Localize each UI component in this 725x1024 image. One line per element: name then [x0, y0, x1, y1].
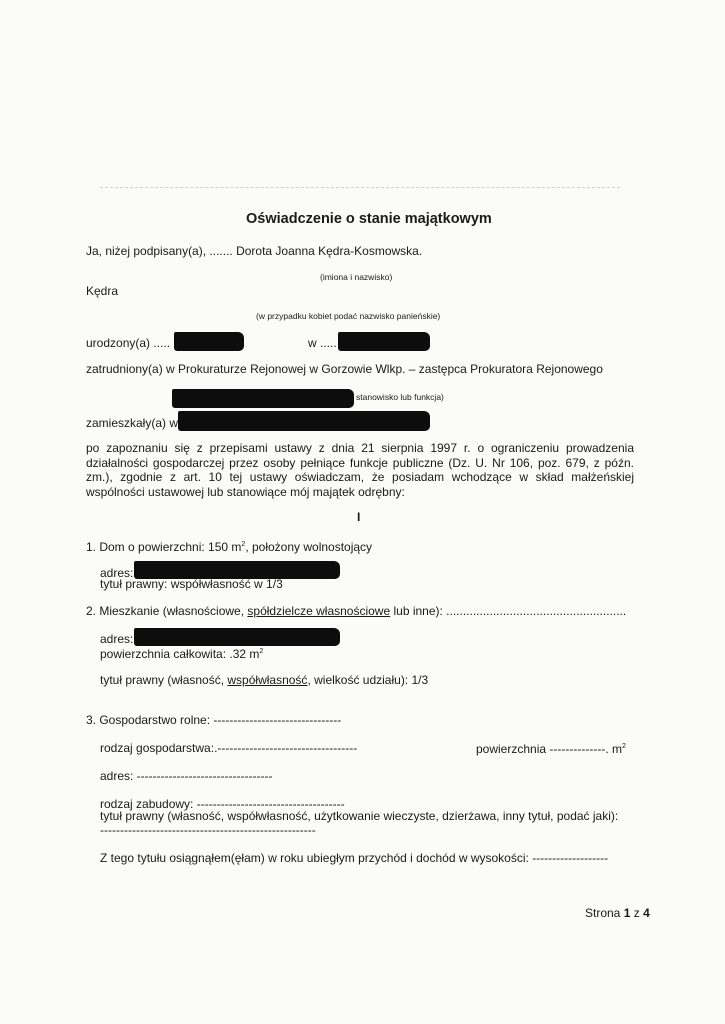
item3-address: adres: ----------------------------------: [100, 769, 273, 783]
item1-heading: 1. Dom o powierzchni: 150 $m^2$, położony wolnostojący: [86, 540, 373, 554]
page-number: Strona 1 z 4: [585, 906, 650, 920]
redaction-item2-address: [134, 628, 340, 646]
redaction-birth-place: [338, 332, 430, 351]
names-caption: (imiona i nazwisko): [320, 272, 393, 282]
item3-buildings: rodzaj zabudowy: -------------------------------------: [100, 797, 345, 811]
scan-artifact-line: [100, 187, 620, 188]
intro-paragraph: po zapoznaniu się z przepisami ustawy z dnia 21 sierpnia 1997 r. o ograniczeniu prowadzenia działalności gospodarczej przez osoby pełniące funkcje publiczne (Dz. U. Nr 106, poz. 679, z późn. zm.), zgodnie z art. 10 tej ustawy oświadczam, że posiadam wchodzące w skład małżeńskiej wspólności ustawowej lub stanowiące mój majątek odrębny:: [86, 441, 634, 499]
item3-title: tytuł prawny (własność, współwłasność, użytkowanie wieczyste, dzierżawa, inny tytuł, podać jaki):: [100, 809, 619, 823]
declarant-line: Ja, niżej podpisany(a), ....... Dorota Joanna Kędra-Kosmowska.: [86, 244, 423, 258]
born-in-label: w .....: [308, 336, 337, 350]
item2-title: tytuł prawny (własność, współwłasność, wielkość udziału): 1/3: [100, 673, 429, 687]
redaction-residence: [178, 411, 430, 431]
item2-address-label: adres:: [100, 632, 134, 646]
item3-heading: 3. Gospodarstwo rolne: --------------------------------: [86, 713, 342, 727]
residence-label: zamieszkały(a) w: [86, 416, 179, 430]
item1-title: tytuł prawny: współwłasność w 1/3: [100, 577, 283, 591]
item3-type: rodzaj gospodarstwa:.-----------------------------------: [100, 741, 358, 755]
section-number: I: [357, 510, 361, 524]
redaction-position: [172, 389, 354, 408]
redaction-birth-date: [174, 332, 244, 351]
item1-address-label: adres:: [100, 566, 134, 580]
item3-area: powierzchnia --------------. $m^2$: [476, 742, 626, 756]
item3-income: Z tego tytułu osiągnąłem(ęłam) w roku ubiegłym przychód i dochód w wysokości: -------------------: [100, 851, 609, 865]
item2-area: powierzchnia całkowita: .32 $m^2$: [100, 647, 264, 661]
position-caption: stanowisko lub funkcja): [356, 392, 444, 402]
maiden-caption: (w przypadku kobiet podać nazwisko panieńskie): [256, 311, 441, 321]
employment-line: zatrudniony(a) w Prokuraturze Rejonowej w Gorzowie Wlkp. – zastępca Prokuratora Rejonowego: [86, 362, 603, 376]
document-title: Oświadczenie o stanie majątkowym: [246, 211, 492, 227]
maiden-name: Kędra: [86, 284, 119, 298]
born-label: urodzony(a) .....: [86, 336, 171, 350]
item2-heading: 2. Mieszkanie (własnościowe, spółdzielcze własnościowe lub inne): ......................................................: [86, 604, 627, 618]
item3-title-dashes: ------------------------------------------------------: [100, 823, 316, 837]
